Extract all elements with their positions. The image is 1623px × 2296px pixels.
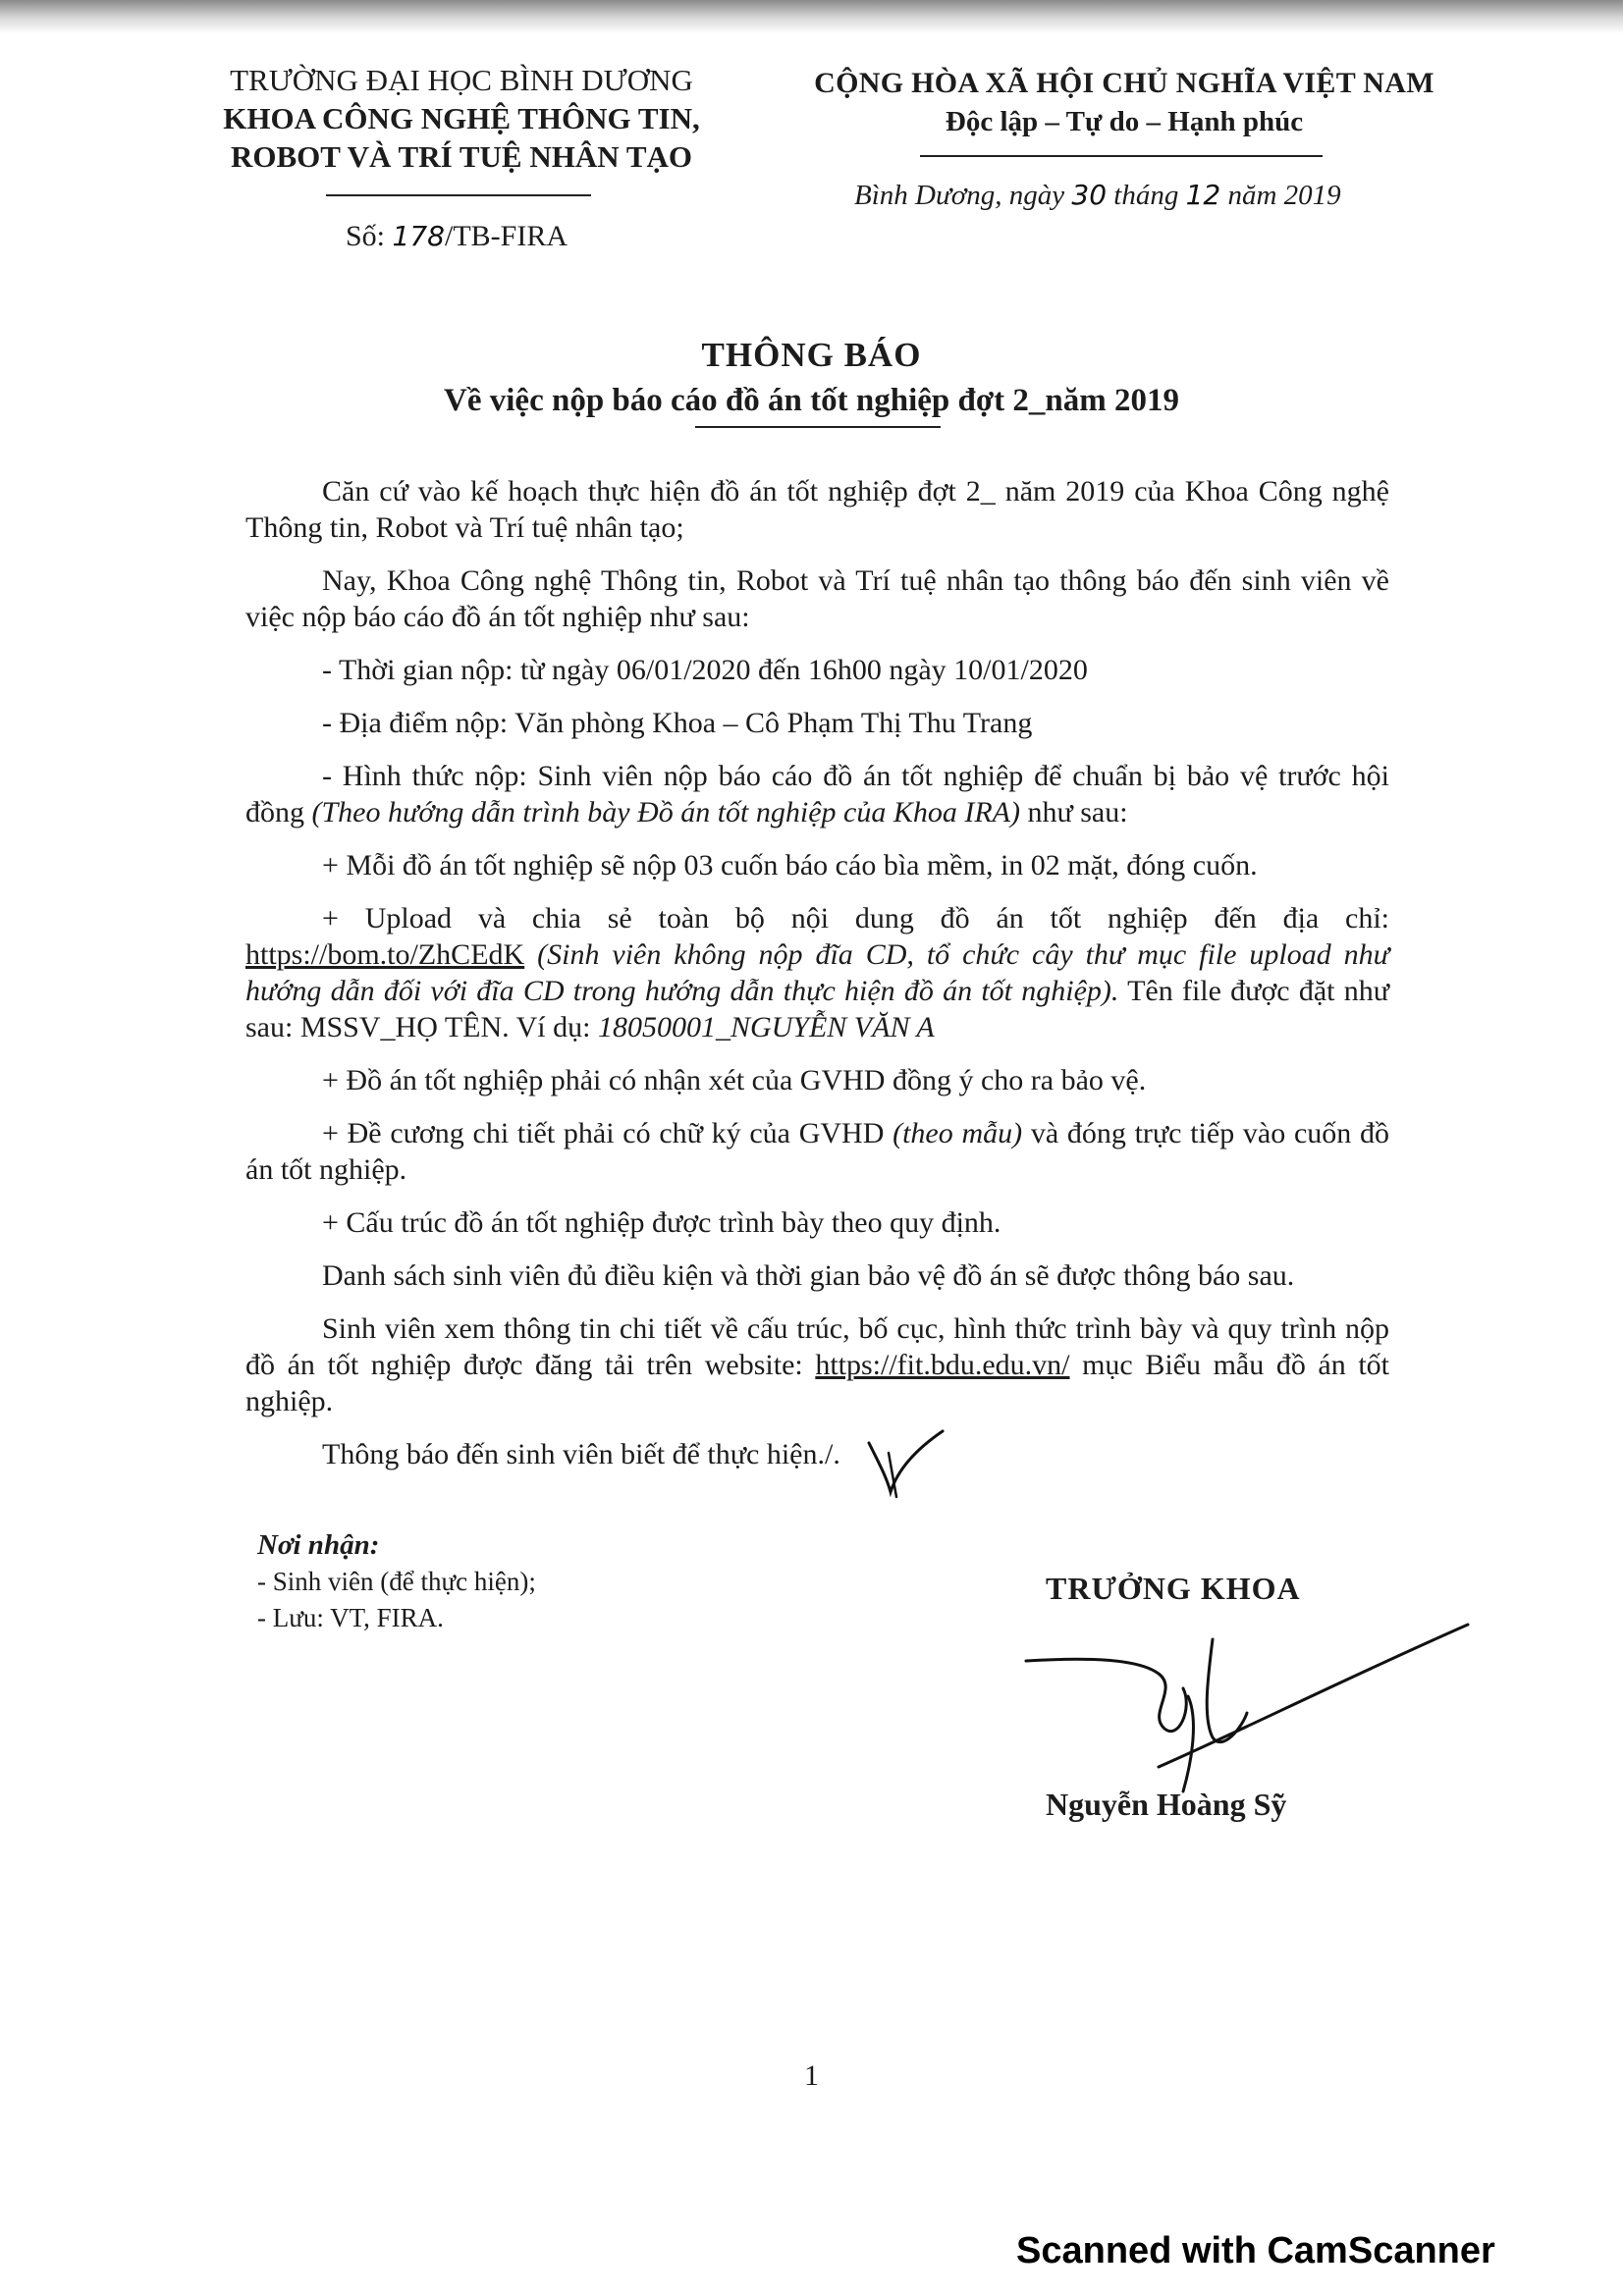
paragraph-submission-time: - Thời gian nộp: từ ngày 06/01/2020 đến 16h00 ngày 10/01/2020 xyxy=(322,654,1088,686)
nation-motto: Độc lập – Tự do – Hạnh phúc xyxy=(945,106,1304,137)
org-header xyxy=(167,61,756,176)
scanner-watermark: Scanned with CamScanner xyxy=(1016,2230,1495,2271)
document-title: THÔNG BÁO xyxy=(701,336,922,374)
recipients-block xyxy=(257,1527,536,1636)
page-number: 1 xyxy=(804,2059,819,2092)
org-underline xyxy=(326,194,591,196)
document-body xyxy=(245,473,1389,1489)
recipient-item: - Lưu: VT, FIRA. xyxy=(257,1603,444,1632)
signatory-name: Nguyễn Hoàng Sỹ xyxy=(1046,1787,1287,1822)
paragraph-submission-form: - Hình thức nộp: Sinh viên nộp báo cáo đồ án tốt nghiệp để chuẩn bị bảo vệ trước hội đồng (Theo hướng dẫn trình bày Đồ án tốt nghiệp của Khoa IRA) như sau: xyxy=(245,760,1389,828)
paragraph-structure: + Cấu trúc đồ án tốt nghiệp được trình bày theo quy định. xyxy=(322,1206,1001,1239)
paragraph-copies: + Mỗi đồ án tốt nghiệp sẽ nộp 03 cuốn báo cáo bìa mềm, in 02 mặt, đóng cuốn. xyxy=(322,849,1258,881)
paragraph-website: Sinh viên xem thông tin chi tiết về cấu trúc, bố cục, hình thức trình bày và quy trình nộp đồ án tốt nghiệp được đăng tải trên website: https://fit.bdu.edu.vn/ mục Biểu mẫu đồ án tốt nghiệp. xyxy=(245,1312,1389,1417)
nation-line-1: CỘNG HÒA XÃ HỘI CHỦ NGHĨA VIỆT NAM xyxy=(814,67,1434,99)
place-date: Bình Dương, ngày 30 tháng 12 năm 2019 xyxy=(854,179,1341,211)
org-line-3: ROBOT VÀ TRÍ TUỆ NHÂN TẠO xyxy=(230,139,692,174)
org-line-2: KHOA CÔNG NGHỆ THÔNG TIN, xyxy=(223,101,700,135)
paragraph-closing: Thông báo đến sinh viên biết để thực hiện./. xyxy=(322,1438,840,1470)
paragraph-list: Danh sách sinh viên đủ điều kiện và thời gian bảo vệ đồ án sẽ được thông báo sau. xyxy=(322,1259,1295,1292)
initial-mark-icon xyxy=(859,1423,947,1502)
signatory-title: TRƯỞNG KHOA xyxy=(1046,1571,1301,1606)
paragraph-basis: Căn cứ vào kế hoạch thực hiện đồ án tốt nghiệp đợt 2_ năm 2019 của Khoa Công nghệ Thông tin, Robot và Trí tuệ nhân tạo; xyxy=(245,475,1389,544)
document-subtitle: Về việc nộp báo cáo đồ án tốt nghiệp đợt 2_năm 2019 xyxy=(444,383,1179,418)
nation-header xyxy=(776,67,1473,138)
paragraph-submission-place: - Địa điểm nộp: Văn phòng Khoa – Cô Phạm Thị Thu Trang xyxy=(322,707,1033,739)
upload-link[interactable]: https://bom.to/ZhCEdK xyxy=(245,938,525,971)
motto-underline xyxy=(920,155,1323,157)
handwritten-day: 30 xyxy=(1071,179,1108,211)
paragraph-announcement: Nay, Khoa Công nghệ Thông tin, Robot và Trí tuệ nhân tạo thông báo đến sinh viên về việc nộp báo cáo đồ án tốt nghiệp như sau: xyxy=(245,564,1389,633)
recipient-item: - Sinh viên (để thực hiện); xyxy=(257,1567,536,1596)
scan-top-shadow xyxy=(0,0,1623,33)
org-line-1: TRƯỜNG ĐẠI HỌC BÌNH DƯƠNG xyxy=(230,63,693,97)
document-number: Số: 178/TB-FIRA xyxy=(346,220,568,252)
paragraph-review: + Đồ án tốt nghiệp phải có nhận xét của GVHD đồng ý cho ra bảo vệ. xyxy=(322,1064,1147,1096)
handwritten-month: 12 xyxy=(1185,179,1221,211)
handwritten-docno: 178 xyxy=(392,220,445,252)
recipients-title: Nơi nhận: xyxy=(257,1529,380,1561)
paragraph-outline: + Đề cương chi tiết phải có chữ ký của GVHD (theo mẫu) và đóng trực tiếp vào cuốn đồ án tốt nghiệp. xyxy=(245,1117,1389,1186)
website-link[interactable]: https://fit.bdu.edu.vn/ xyxy=(815,1349,1070,1381)
paragraph-upload: + Upload và chia sẻ toàn bộ nội dung đồ án tốt nghiệp đến địa chỉ: https://bom.to/ZhCEdK (Sinh viên không nộp đĩa CD, tổ chức cây thư mục file upload như hướng dẫn đối với đĩa CD trong hướng dẫn thực hiện đồ án tốt nghiệp). Tên file được đặt như sau: MSSV_HỌ TÊN. Ví dụ: 18050001_NGUYỄN VĂN A xyxy=(245,902,1389,1043)
subtitle-underline xyxy=(695,426,941,428)
